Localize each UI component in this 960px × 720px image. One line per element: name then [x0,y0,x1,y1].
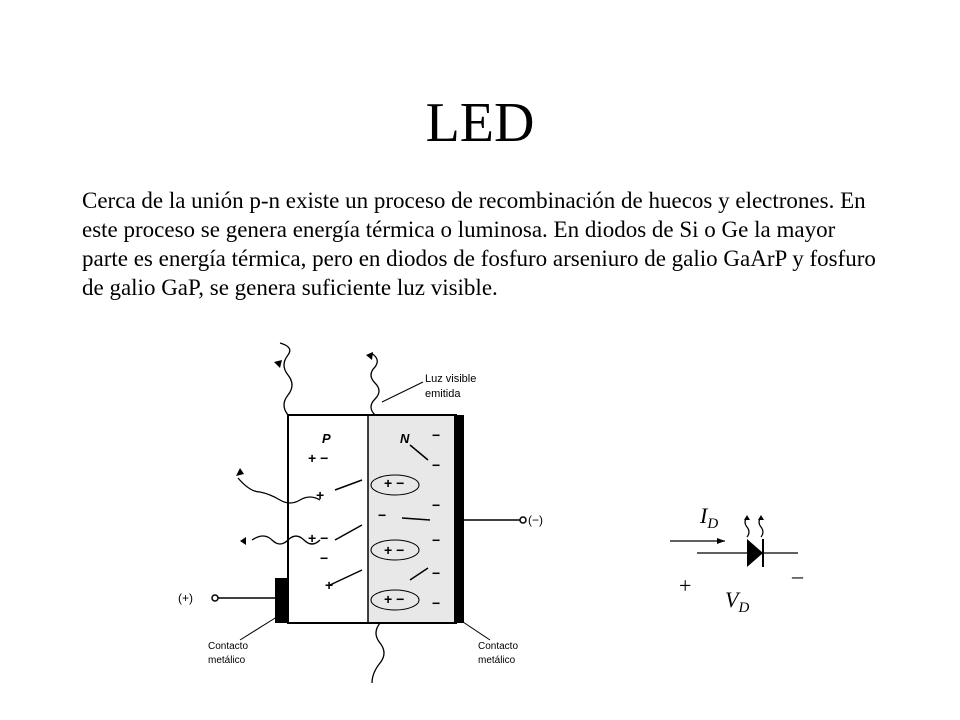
right-metal-contact [454,415,464,623]
diode-triangle-icon [747,539,763,567]
terminal-positive-label: (+) [178,591,193,605]
p-region-label: P [322,431,331,446]
voltage-label: $V_D$ [725,587,750,616]
svg-text:−: − [432,497,441,513]
svg-text:+: + [325,577,334,593]
svg-text:−: − [432,565,441,581]
n-region-label: N [400,431,410,446]
svg-text:+ −: + − [384,591,405,607]
left-metal-contact [275,578,288,623]
contact-left-label-1: Contacto [208,641,249,652]
led-schematic-symbol [655,495,825,625]
plus-label: + [679,573,692,598]
svg-text:−: − [432,457,441,473]
minus-label: – [792,563,803,588]
svg-text:−: − [432,595,441,611]
svg-text:+: + [316,487,325,503]
svg-text:−: − [432,427,441,443]
led-junction-diagram [170,340,570,685]
svg-text:+ −: + − [384,542,405,558]
terminal-negative-label: (−) [528,513,543,527]
light-arrowheads [236,352,373,545]
slide-body-text: Cerca de la unión p-n existe un proceso de recombinación de huecos y electrones. En este proceso se genera energía térmica o luminosa. En diodos de Si o Ge la mayor parte es energía térmica, pero en diodos de fosfuro arseniuro de galio GaArP y fosfuro de galio GaP, se genera suficiente luz visible. [82,188,876,300]
svg-text:+ −: + − [308,530,329,546]
emitted-light-rays [238,343,387,683]
svg-text:+ −: + − [384,475,405,491]
svg-text:−: − [320,550,329,566]
svg-text:+ −: + − [308,450,329,466]
contact-left-label-2: metálico [208,655,246,666]
light-label-line1: Luz visible [425,373,477,385]
contact-right-label-1: Contacto [478,641,519,652]
current-label: $I_D$ [700,503,719,532]
contact-right-label-2: metálico [478,655,516,666]
light-label-line2: emitida [425,388,461,400]
slide-title: LED [425,92,535,154]
svg-text:−: − [432,532,441,548]
svg-text:−: − [378,507,387,523]
